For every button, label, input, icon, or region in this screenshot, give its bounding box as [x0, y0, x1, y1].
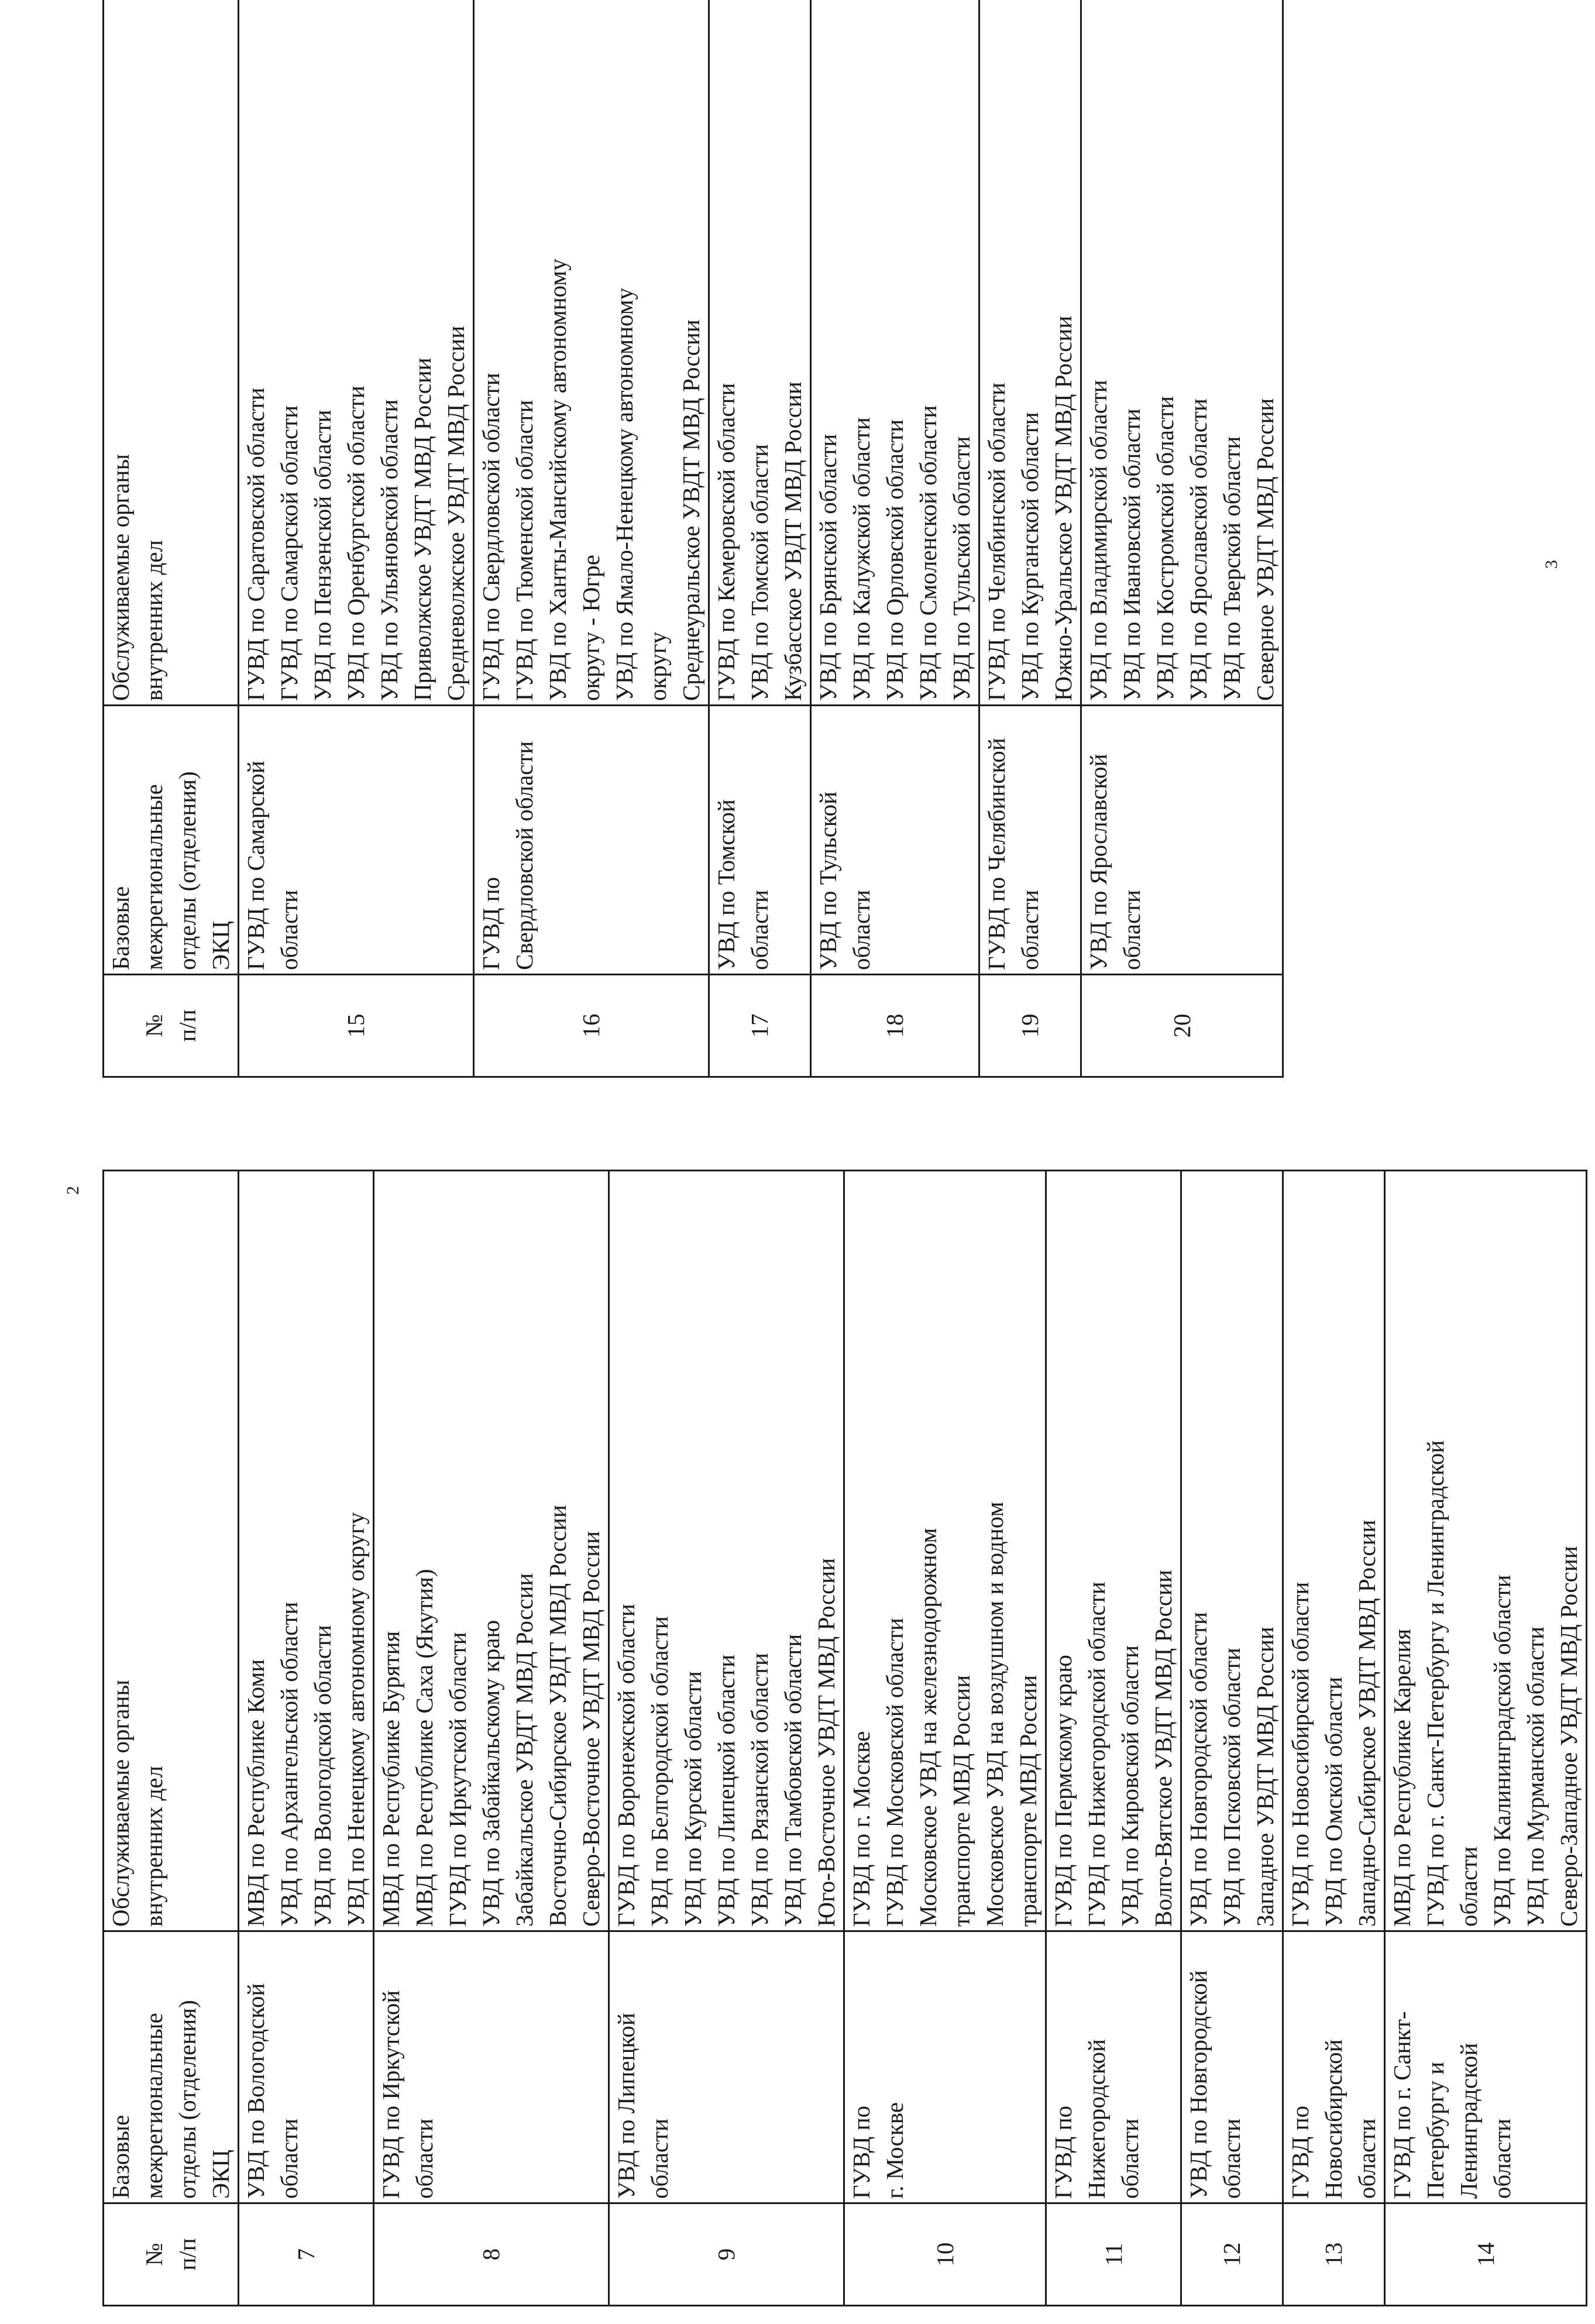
header-served: [104, 1171, 239, 1931]
base-department-line: УВД по Новгородской: [1185, 1970, 1212, 2199]
served-body-line: Северное УВДТ МВД России: [1252, 398, 1278, 701]
base-department-line: Ленинградской: [1455, 2043, 1482, 2199]
served-bodies-cell: [1283, 1171, 1385, 1931]
served-body-line: ГУВД по Тюменской области: [511, 400, 538, 701]
header-base-line: Базовые: [107, 2115, 134, 2199]
row-number: 16: [474, 975, 709, 1077]
row-number: 17: [709, 975, 811, 1077]
table-row: [709, 0, 811, 1077]
base-department-cell: [374, 1931, 609, 2203]
header-base-line: ЭКЦ: [207, 920, 234, 970]
served-body-line: Московское УВД на воздушном и водном: [981, 1501, 1008, 1927]
served-body-line: УВД по Тульской области: [948, 436, 975, 701]
served-body-line: УВД по Курской области: [679, 1671, 706, 1927]
base-department-cell: [1385, 1931, 1587, 2203]
base-department-line: Свердловской области: [511, 741, 538, 970]
base-department-cell: [709, 706, 811, 975]
row-number: 9: [609, 2203, 844, 2306]
base-department-cell: [239, 706, 474, 975]
served-body-line: УВД по Костромской области: [1151, 396, 1178, 701]
header-base: [104, 1931, 239, 2203]
served-body-line: Северо-Восточное УВДТ МВД России: [578, 1531, 604, 1927]
served-body-line: УВД по Псковской области: [1218, 1648, 1245, 1927]
base-department-cell: [844, 1931, 1046, 2203]
served-body-line: УВД по Рязанской области: [746, 1653, 773, 1927]
row-number: 12: [1181, 2203, 1283, 2306]
base-department-line: УВД по Тульской: [814, 791, 841, 970]
served-bodies-cell: [844, 1171, 1046, 1931]
served-body-line: Московское УВД на железнодорожном: [915, 1528, 941, 1927]
served-body-line: Среднеуральское УВДТ МВД России: [678, 319, 704, 701]
served-body-line: УВД по Ульяновской области: [376, 399, 403, 701]
table-row: [1046, 1171, 1181, 2306]
served-body-line: УВД по Курганской области: [1016, 412, 1043, 701]
base-department-cell: [1181, 1931, 1283, 2203]
row-number: 7: [239, 2203, 374, 2306]
base-department-cell: [474, 706, 709, 975]
base-department-cell: [1046, 1931, 1181, 2203]
served-body-line: Приволжское УВДТ МВД России: [409, 357, 436, 701]
served-body-line: УВД по Ярославской области: [1185, 398, 1212, 701]
table-row: [374, 1171, 609, 2306]
table-row: [239, 0, 474, 1077]
served-body-line: УВД по Ямало-Ненецкому автономному: [611, 287, 638, 701]
base-department-line: ГУВД по: [1287, 2105, 1314, 2199]
served-body-line: УВД по Архангельской области: [276, 1601, 302, 1927]
served-body-line: УВД по Орловской области: [881, 419, 908, 701]
served-body-line: ГУВД по Саратовской области: [242, 387, 269, 701]
base-department-line: Новосибирской: [1320, 2039, 1347, 2199]
served-body-line: УВД по Липецкой области: [713, 1654, 740, 1927]
served-body-line: УВД по Новгородской области: [1185, 1612, 1212, 1927]
base-department-line: г. Москве: [881, 2102, 908, 2199]
served-body-line: транспорте МВД России: [948, 1675, 975, 1927]
served-bodies-cell: [239, 0, 474, 706]
served-bodies-cell: [474, 0, 709, 706]
base-department-line: области: [646, 2118, 673, 2199]
base-department-line: Петербургу и: [1422, 2061, 1449, 2199]
served-body-line: МВД по Республике Саха (Якутия): [411, 1569, 438, 1927]
served-body-line: МВД по Республике Коми: [242, 1659, 269, 1927]
served-body-line: УВД по Ханты-Мансийскому автономному: [544, 259, 571, 701]
served-body-line: ГУВД по Нижегородской области: [1083, 1582, 1110, 1927]
header-base: [104, 706, 239, 975]
base-department-cell: [239, 1931, 374, 2203]
served-body-line: УВД по Калининградской области: [1489, 1574, 1515, 1927]
served-body-line: УВД по Тамбовской области: [779, 1634, 806, 1927]
base-department-line: области: [848, 889, 875, 970]
table-header-row: [104, 0, 239, 1077]
header-base-line: ЭКЦ: [207, 2149, 234, 2199]
base-department-cell: [1283, 1931, 1385, 2203]
base-department-cell: [979, 706, 1081, 975]
header-base-line: межрегиональные: [140, 2013, 167, 2199]
base-department-line: области: [276, 889, 302, 970]
served-body-line: ГУВД по Новосибирской области: [1287, 1582, 1314, 1927]
served-body-line: УВД по Ивановской области: [1118, 408, 1145, 701]
header-base-line: межрегиональные: [140, 784, 167, 970]
served-body-line: ГУВД по Кемеровской области: [713, 383, 740, 701]
base-department-line: Нижегородской: [1083, 2039, 1110, 2199]
header-num: [104, 975, 239, 1077]
served-body-line: округу: [644, 631, 671, 701]
served-bodies-cell: [1081, 0, 1283, 706]
table-row: [1181, 1171, 1283, 2306]
served-bodies-cell: [1385, 1171, 1587, 1931]
served-body-line: Юго-Восточное УВДТ МВД России: [813, 1558, 840, 1927]
served-body-line: ГУВД по Челябинской области: [983, 382, 1010, 701]
base-department-line: ГУВД по: [1050, 2105, 1077, 2199]
header-num-line: №: [140, 2243, 167, 2266]
served-body-line: УВД по Владимирской области: [1085, 380, 1112, 701]
served-body-line: ГУВД по Пермскому краю: [1050, 1655, 1077, 1927]
base-department-line: области: [1118, 889, 1145, 970]
base-department-line: области: [1116, 2118, 1143, 2199]
served-body-line: ГУВД по Свердловской области: [477, 373, 504, 701]
table-row: [1081, 0, 1283, 1077]
base-department-line: ГУВД по: [477, 876, 504, 970]
row-number: 20: [1081, 975, 1283, 1077]
table-row: [474, 0, 709, 1077]
served-body-line: округу - Югре: [578, 554, 604, 701]
header-base-line: Базовые: [107, 886, 134, 970]
base-department-line: области: [1353, 2118, 1380, 2199]
served-body-line: УВД по Тверской области: [1218, 436, 1245, 701]
table-row: [811, 0, 979, 1077]
base-department-line: области: [746, 889, 773, 970]
served-bodies-cell: [374, 1171, 609, 1931]
base-department-line: УВД по Ярославской: [1085, 754, 1112, 970]
served-body-line: Кузбасское УВДТ МВД России: [779, 381, 806, 701]
base-department-line: области: [1489, 2118, 1515, 2199]
base-department-line: ГУВД по Самарской: [242, 761, 269, 970]
table-row: [609, 1171, 844, 2306]
served-body-line: Восточно-Сибирское УВДТ МВД России: [544, 1505, 571, 1927]
served-body-line: УВД по Оренбургской области: [342, 386, 369, 701]
header-served: [104, 0, 239, 706]
table-row: [844, 1171, 1046, 2306]
served-body-line: УВД по Калужской области: [848, 417, 875, 701]
row-number: 8: [374, 2203, 609, 2306]
served-body-line: Средневолжское УВДТ МВД России: [442, 325, 469, 701]
served-body-line: УВД по Омской области: [1320, 1676, 1347, 1927]
base-department-line: ГУВД по Иркутской: [377, 1990, 404, 2199]
base-department-cell: [609, 1931, 844, 2203]
base-department-line: области: [276, 2118, 302, 2199]
table-row: [979, 0, 1081, 1077]
served-body-line: МВД по Республике Карелия: [1388, 1628, 1415, 1927]
served-body-line: области: [1455, 1846, 1482, 1927]
header-num-line: п/п: [174, 1009, 201, 1042]
row-number: 13: [1283, 2203, 1385, 2306]
header-base-line: отделы (отделения): [174, 771, 201, 970]
header-served-line: Обслуживаемые органы: [107, 1679, 134, 1927]
base-department-line: ГУВД по Челябинской: [983, 738, 1010, 970]
row-number: 11: [1046, 2203, 1181, 2306]
row-number: 18: [811, 975, 979, 1077]
base-department-line: УВД по Липецкой: [613, 2013, 640, 2199]
served-bodies-cell: [1181, 1171, 1283, 1931]
header-num: [104, 2203, 239, 2306]
served-bodies-cell: [239, 1171, 374, 1931]
served-body-line: УВД по Смоленской области: [915, 405, 941, 701]
row-number: 15: [239, 975, 474, 1077]
served-body-line: Западно-Сибирское УВДТ МВД России: [1353, 1519, 1380, 1927]
served-body-line: Волго-Вятское УВДТ МВД России: [1150, 1570, 1177, 1927]
base-department-line: области: [1016, 889, 1043, 970]
page-number-left: 2: [63, 1186, 82, 1195]
header-served-line: Обслуживаемые органы: [107, 453, 134, 701]
served-body-line: ГУВД по Московской области: [881, 1618, 908, 1927]
table-header-row: [104, 1171, 239, 2306]
served-body-line: транспорте МВД России: [1015, 1675, 1041, 1927]
served-body-line: Западное УВДТ МВД России: [1252, 1627, 1278, 1927]
served-body-line: УВД по Кировской области: [1116, 1645, 1143, 1927]
base-department-line: области: [411, 2118, 438, 2199]
served-body-line: УВД по Томской области: [746, 444, 773, 701]
served-bodies-cell: [709, 0, 811, 706]
base-department-line: области: [1218, 2118, 1245, 2199]
header-base-line: отделы (отделения): [174, 2000, 201, 2199]
base-department-line: УВД по Вологодской: [242, 1983, 269, 2199]
right-table: [102, 0, 1284, 1078]
page-number-right: 3: [1542, 560, 1561, 569]
base-department-cell: [1081, 706, 1283, 975]
served-body-line: ГУВД по г. Москве: [848, 1731, 875, 1927]
served-body-line: УВД по Забайкальскому краю: [477, 1620, 504, 1927]
served-bodies-cell: [979, 0, 1081, 706]
base-department-line: ГУВД по г. Санкт-: [1388, 2011, 1415, 2199]
table-row: [239, 1171, 374, 2306]
header-num-line: п/п: [174, 2238, 201, 2271]
served-bodies-cell: [811, 0, 979, 706]
header-served-line: внутренних дел: [140, 1765, 167, 1927]
served-body-line: Северо-Западное УВДТ МВД России: [1555, 1546, 1582, 1927]
table-row: [1283, 1171, 1385, 2306]
served-body-line: ГУВД по г. Санкт-Петербургу и Ленинградской: [1422, 1440, 1449, 1927]
header-served-line: внутренних дел: [140, 539, 167, 701]
served-body-line: УВД по Вологодской области: [309, 1625, 336, 1927]
served-body-line: МВД по Республике Бурятия: [377, 1631, 404, 1927]
served-body-line: ГУВД по Воронежской области: [613, 1604, 640, 1927]
table-row: [1385, 1171, 1587, 2306]
served-bodies-cell: [1046, 1171, 1181, 1931]
served-body-line: УВД по Пензенской области: [309, 410, 336, 701]
served-body-line: Забайкальское УВДТ МВД России: [511, 1573, 538, 1927]
row-number: 19: [979, 975, 1081, 1077]
served-bodies-cell: [609, 1171, 844, 1931]
base-department-line: УВД по Томской: [713, 799, 740, 970]
served-body-line: Южно-Уральское УВДТ МВД России: [1050, 315, 1077, 701]
served-body-line: УВД по Брянской области: [814, 434, 841, 701]
served-body-line: УВД по Ненецкому автономному округу: [342, 1512, 369, 1927]
served-body-line: ГУВД по Иркутской области: [444, 1632, 471, 1927]
header-num-line: №: [140, 1014, 167, 1037]
base-department-line: ГУВД по: [848, 2105, 875, 2199]
served-body-line: УВД по Белгородской области: [646, 1616, 673, 1927]
served-body-line: УВД по Мурманской области: [1522, 1626, 1549, 1927]
row-number: 14: [1385, 2203, 1587, 2306]
left-table: [102, 1170, 1587, 2306]
row-number: 10: [844, 2203, 1046, 2306]
served-body-line: ГУВД по Самарской области: [276, 405, 302, 701]
base-department-cell: [811, 706, 979, 975]
